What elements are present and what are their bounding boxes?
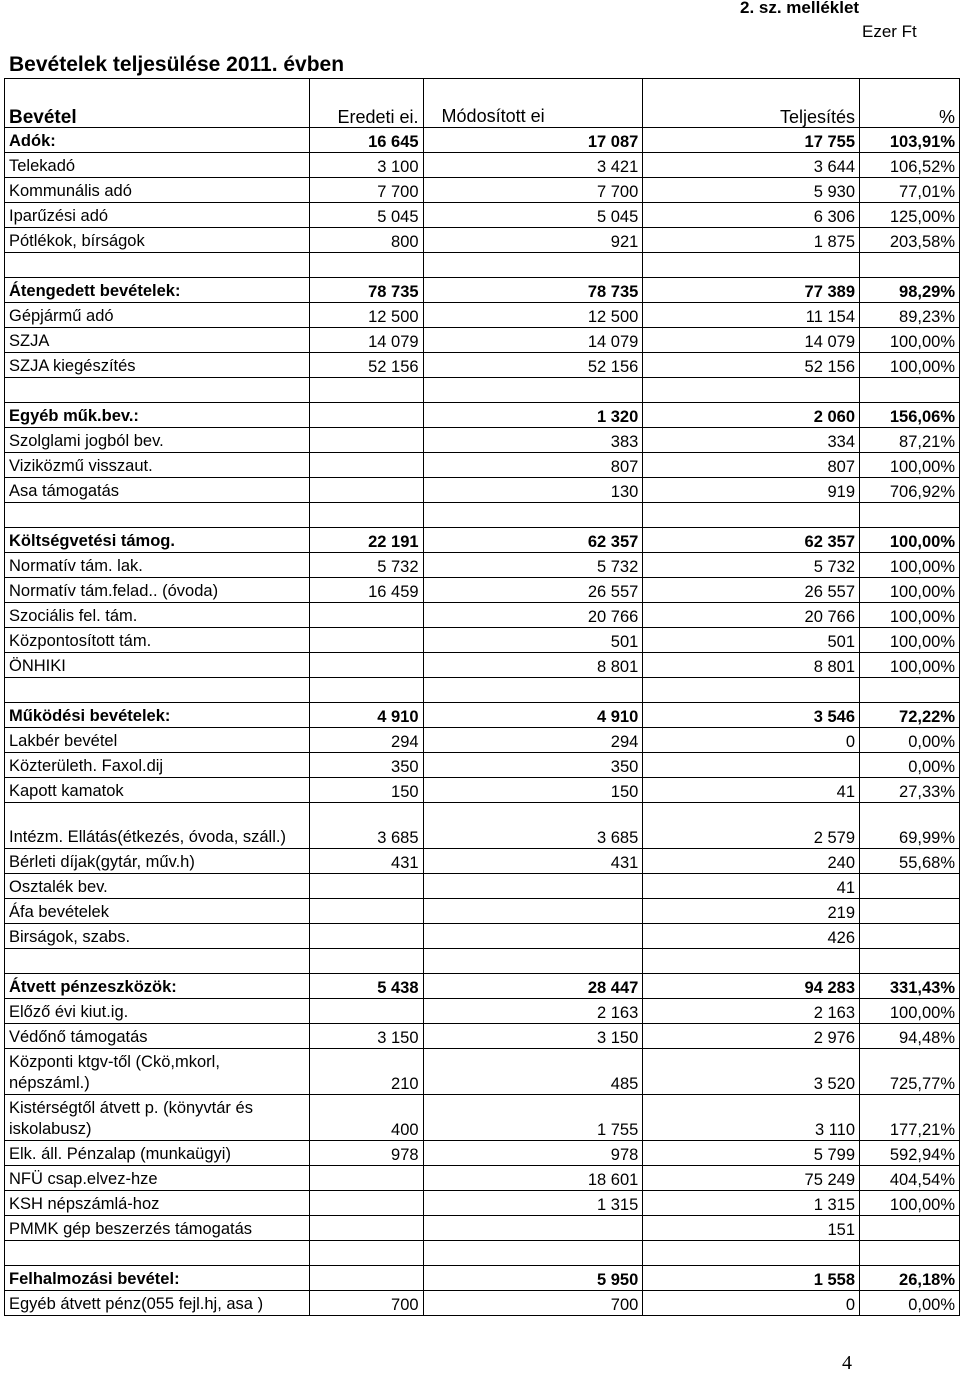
- original-value: 4 910: [309, 703, 423, 728]
- percent-value: 706,92%: [860, 478, 960, 503]
- percent-value: 725,77%: [860, 1049, 960, 1095]
- percent-value: 0,00%: [860, 753, 960, 778]
- unit-label: Ezer Ft: [862, 22, 917, 41]
- table-row: [5, 178, 960, 203]
- fulfilment-value: 8 801: [643, 653, 860, 678]
- table-row: [5, 1049, 960, 1095]
- modified-value: 130: [423, 478, 643, 503]
- modified-value: 501: [423, 628, 643, 653]
- fulfilment-value: 219: [643, 899, 860, 924]
- row-label: Elk. áll. Pénzalap (munkaügyi): [5, 1141, 310, 1166]
- table-row: [5, 803, 960, 849]
- row-label: Költségvetési támog.: [5, 528, 310, 553]
- fulfilment-value: 426: [643, 924, 860, 949]
- modified-value: 1 755: [423, 1095, 643, 1141]
- modified-value: 8 801: [423, 653, 643, 678]
- original-value: 294: [309, 728, 423, 753]
- fulfilment-value: 3 110: [643, 1095, 860, 1141]
- fulfilment-value: 62 357: [643, 528, 860, 553]
- row-label: Egyéb átvett pénz(055 fejl.hj, asa ): [5, 1291, 310, 1316]
- table-row: [5, 203, 960, 228]
- fulfilment-value: 240: [643, 849, 860, 874]
- row-label: Viziközmű visszaut.: [5, 453, 310, 478]
- empty-cell: [309, 678, 423, 703]
- original-value: [309, 628, 423, 653]
- modified-value: 28 447: [423, 974, 643, 999]
- table-row: [5, 778, 960, 803]
- row-label: Asa támogatás: [5, 478, 310, 503]
- percent-value: [860, 924, 960, 949]
- fulfilment-value: 1 558: [643, 1266, 860, 1291]
- percent-value: 89,23%: [860, 303, 960, 328]
- fulfilment-value: 20 766: [643, 603, 860, 628]
- table-row: [5, 1095, 960, 1141]
- percent-value: 100,00%: [860, 1191, 960, 1216]
- original-value: [309, 453, 423, 478]
- percent-value: 156,06%: [860, 403, 960, 428]
- empty-cell: [309, 253, 423, 278]
- original-value: [309, 603, 423, 628]
- original-value: [309, 1191, 423, 1216]
- empty-cell: [860, 378, 960, 403]
- original-value: 400: [309, 1095, 423, 1141]
- percent-value: 106,52%: [860, 153, 960, 178]
- row-label: Kistérségtől átvett p. (könyvtár és iskolabusz): [5, 1095, 310, 1141]
- table-group-row: [5, 1266, 960, 1291]
- fulfilment-value: 5 930: [643, 178, 860, 203]
- row-label: Működési bevételek:: [5, 703, 310, 728]
- row-label: Normatív tám. lak.: [5, 553, 310, 578]
- table-group-row: [5, 128, 960, 153]
- table-row: [5, 753, 960, 778]
- modified-value: 3 421: [423, 153, 643, 178]
- percent-value: 103,91%: [860, 128, 960, 153]
- fulfilment-value: 501: [643, 628, 860, 653]
- fulfilment-value: 2 579: [643, 803, 860, 849]
- row-label: PMMK gép beszerzés támogatás: [5, 1216, 310, 1241]
- percent-value: 26,18%: [860, 1266, 960, 1291]
- modified-value: 62 357: [423, 528, 643, 553]
- spacer-row: [5, 1241, 960, 1266]
- percent-value: 0,00%: [860, 1291, 960, 1316]
- fulfilment-value: 17 755: [643, 128, 860, 153]
- fulfilment-value: 11 154: [643, 303, 860, 328]
- original-value: 14 079: [309, 328, 423, 353]
- empty-cell: [423, 949, 643, 974]
- row-label: Gépjármű adó: [5, 303, 310, 328]
- table-group-row: [5, 403, 960, 428]
- modified-value: [423, 1216, 643, 1241]
- original-value: 210: [309, 1049, 423, 1095]
- modified-value: [423, 924, 643, 949]
- empty-cell: [423, 253, 643, 278]
- table-group-row: [5, 974, 960, 999]
- empty-cell: [643, 503, 860, 528]
- table-group-row: [5, 703, 960, 728]
- modified-value: 78 735: [423, 278, 643, 303]
- modified-value: 5 045: [423, 203, 643, 228]
- modified-value: 2 163: [423, 999, 643, 1024]
- fulfilment-value: 919: [643, 478, 860, 503]
- original-value: [309, 1166, 423, 1191]
- percent-value: 100,00%: [860, 653, 960, 678]
- modified-value: 5 732: [423, 553, 643, 578]
- modified-value: 3 685: [423, 803, 643, 849]
- table-row: [5, 874, 960, 899]
- original-value: 16 459: [309, 578, 423, 603]
- percent-value: 331,43%: [860, 974, 960, 999]
- percent-value: 203,58%: [860, 228, 960, 253]
- fulfilment-value: 3 644: [643, 153, 860, 178]
- empty-cell: [643, 949, 860, 974]
- row-label: Szociális fel. tám.: [5, 603, 310, 628]
- row-label: Osztalék bev.: [5, 874, 310, 899]
- percent-value: 55,68%: [860, 849, 960, 874]
- row-label: Közterületh. Faxol.dij: [5, 753, 310, 778]
- original-value: 431: [309, 849, 423, 874]
- row-label: Telekadó: [5, 153, 310, 178]
- fulfilment-value: 5 732: [643, 553, 860, 578]
- percent-value: 69,99%: [860, 803, 960, 849]
- empty-cell: [5, 253, 310, 278]
- empty-cell: [309, 949, 423, 974]
- fulfilment-value: 334: [643, 428, 860, 453]
- row-label: Pótlékok, bírságok: [5, 228, 310, 253]
- percent-value: 100,00%: [860, 453, 960, 478]
- column-header-modified: Módosított ei: [423, 79, 643, 128]
- original-value: 978: [309, 1141, 423, 1166]
- empty-cell: [5, 949, 310, 974]
- percent-value: 592,94%: [860, 1141, 960, 1166]
- empty-cell: [309, 1241, 423, 1266]
- empty-cell: [860, 678, 960, 703]
- table-row: [5, 1191, 960, 1216]
- original-value: 700: [309, 1291, 423, 1316]
- page-number: 4: [842, 1352, 852, 1374]
- table-row: [5, 553, 960, 578]
- fulfilment-value: [643, 753, 860, 778]
- table-row: [5, 353, 960, 378]
- modified-value: 150: [423, 778, 643, 803]
- modified-value: 485: [423, 1049, 643, 1095]
- row-label: Lakbér bevétel: [5, 728, 310, 753]
- percent-value: [860, 899, 960, 924]
- empty-cell: [643, 378, 860, 403]
- percent-value: 100,00%: [860, 353, 960, 378]
- original-value: 3 685: [309, 803, 423, 849]
- row-label: ÖNHIKI: [5, 653, 310, 678]
- modified-value: 7 700: [423, 178, 643, 203]
- row-label: SZJA kiegészítés: [5, 353, 310, 378]
- empty-cell: [643, 678, 860, 703]
- original-value: 16 645: [309, 128, 423, 153]
- empty-cell: [423, 678, 643, 703]
- original-value: 800: [309, 228, 423, 253]
- original-value: 22 191: [309, 528, 423, 553]
- table-group-row: [5, 528, 960, 553]
- fulfilment-value: 2 976: [643, 1024, 860, 1049]
- original-value: 5 045: [309, 203, 423, 228]
- modified-value: 1 320: [423, 403, 643, 428]
- modified-value: [423, 899, 643, 924]
- modified-value: 431: [423, 849, 643, 874]
- row-label: Szolglami jogból bev.: [5, 428, 310, 453]
- percent-value: 94,48%: [860, 1024, 960, 1049]
- row-label: Intézm. Ellátás(étkezés, óvoda, száll.): [5, 803, 310, 849]
- percent-value: 77,01%: [860, 178, 960, 203]
- empty-cell: [423, 1241, 643, 1266]
- percent-value: 100,00%: [860, 628, 960, 653]
- spacer-row: [5, 949, 960, 974]
- original-value: [309, 653, 423, 678]
- fulfilment-value: 0: [643, 728, 860, 753]
- spacer-row: [5, 253, 960, 278]
- original-value: 78 735: [309, 278, 423, 303]
- modified-value: 18 601: [423, 1166, 643, 1191]
- table-row: [5, 728, 960, 753]
- original-value: 7 700: [309, 178, 423, 203]
- original-value: 3 150: [309, 1024, 423, 1049]
- modified-value: 4 910: [423, 703, 643, 728]
- empty-cell: [643, 1241, 860, 1266]
- fulfilment-value: 14 079: [643, 328, 860, 353]
- original-value: 150: [309, 778, 423, 803]
- column-header-revenue: Bevétel: [5, 79, 310, 128]
- modified-value: 807: [423, 453, 643, 478]
- original-value: [309, 874, 423, 899]
- table-row: [5, 653, 960, 678]
- column-header-percent: %: [860, 79, 960, 128]
- original-value: 12 500: [309, 303, 423, 328]
- page-title: Bevételek teljesülése 2011. évben: [9, 53, 345, 76]
- original-value: [309, 1216, 423, 1241]
- percent-value: [860, 874, 960, 899]
- percent-value: 404,54%: [860, 1166, 960, 1191]
- empty-cell: [860, 503, 960, 528]
- spacer-row: [5, 503, 960, 528]
- table-row: [5, 303, 960, 328]
- original-value: [309, 403, 423, 428]
- fulfilment-value: 3 520: [643, 1049, 860, 1095]
- original-value: [309, 478, 423, 503]
- spacer-row: [5, 678, 960, 703]
- modified-value: 1 315: [423, 1191, 643, 1216]
- table-row: [5, 1291, 960, 1316]
- percent-value: 98,29%: [860, 278, 960, 303]
- percent-value: 100,00%: [860, 328, 960, 353]
- percent-value: 0,00%: [860, 728, 960, 753]
- original-value: 5 732: [309, 553, 423, 578]
- modified-value: 17 087: [423, 128, 643, 153]
- original-value: [309, 899, 423, 924]
- table-row: [5, 453, 960, 478]
- empty-cell: [643, 253, 860, 278]
- original-value: 5 438: [309, 974, 423, 999]
- fulfilment-value: 3 546: [643, 703, 860, 728]
- fulfilment-value: 26 557: [643, 578, 860, 603]
- modified-value: [423, 874, 643, 899]
- original-value: [309, 428, 423, 453]
- percent-value: 27,33%: [860, 778, 960, 803]
- table-row: [5, 628, 960, 653]
- empty-cell: [860, 1241, 960, 1266]
- percent-value: 100,00%: [860, 578, 960, 603]
- row-label: Kapott kamatok: [5, 778, 310, 803]
- empty-cell: [860, 949, 960, 974]
- empty-cell: [5, 378, 310, 403]
- percent-value: 100,00%: [860, 553, 960, 578]
- empty-cell: [309, 378, 423, 403]
- empty-cell: [423, 378, 643, 403]
- table-row: [5, 899, 960, 924]
- table-row: [5, 1024, 960, 1049]
- modified-value: 12 500: [423, 303, 643, 328]
- annex-label: 2. sz. melléklet: [740, 0, 860, 17]
- table-body: [5, 128, 960, 1316]
- percent-value: 177,21%: [860, 1095, 960, 1141]
- row-label: Előző évi kiut.ig.: [5, 999, 310, 1024]
- row-label: Felhalmozási bevétel:: [5, 1266, 310, 1291]
- fulfilment-value: 41: [643, 874, 860, 899]
- row-label: NFÜ csap.elvez-hze: [5, 1166, 310, 1191]
- empty-cell: [5, 503, 310, 528]
- spacer-row: [5, 378, 960, 403]
- modified-value: 383: [423, 428, 643, 453]
- original-value: 3 100: [309, 153, 423, 178]
- column-header-original: Eredeti ei.: [309, 79, 423, 128]
- table-group-row: [5, 278, 960, 303]
- table-row: [5, 328, 960, 353]
- modified-value: 921: [423, 228, 643, 253]
- row-label: Központi ktgv-től (Ckö,mkorl, népszáml.): [5, 1049, 310, 1095]
- fulfilment-value: 1 315: [643, 1191, 860, 1216]
- table-row: [5, 578, 960, 603]
- fulfilment-value: 5 799: [643, 1141, 860, 1166]
- original-value: [309, 999, 423, 1024]
- table-header-row: [5, 79, 960, 128]
- fulfilment-value: 41: [643, 778, 860, 803]
- modified-value: 20 766: [423, 603, 643, 628]
- modified-value: 14 079: [423, 328, 643, 353]
- table-row: [5, 1141, 960, 1166]
- original-value: [309, 1266, 423, 1291]
- fulfilment-value: 6 306: [643, 203, 860, 228]
- fulfilment-value: 2 163: [643, 999, 860, 1024]
- percent-value: [860, 1216, 960, 1241]
- row-label: Kommunális adó: [5, 178, 310, 203]
- row-label: Átvett pénzeszközök:: [5, 974, 310, 999]
- modified-value: 26 557: [423, 578, 643, 603]
- row-label: Birságok, szabs.: [5, 924, 310, 949]
- modified-value: 978: [423, 1141, 643, 1166]
- row-label: Egyéb műk.bev.:: [5, 403, 310, 428]
- table-row: [5, 849, 960, 874]
- row-label: Bérleti díjak(gytár, műv.h): [5, 849, 310, 874]
- row-label: KSH népszámlá-hoz: [5, 1191, 310, 1216]
- table-row: [5, 999, 960, 1024]
- original-value: 52 156: [309, 353, 423, 378]
- percent-value: 72,22%: [860, 703, 960, 728]
- empty-cell: [5, 678, 310, 703]
- fulfilment-value: 2 060: [643, 403, 860, 428]
- empty-cell: [309, 503, 423, 528]
- table-row: [5, 228, 960, 253]
- fulfilment-value: 1 875: [643, 228, 860, 253]
- row-label: Normatív tám.felad.. (óvoda): [5, 578, 310, 603]
- percent-value: 125,00%: [860, 203, 960, 228]
- original-value: [309, 924, 423, 949]
- fulfilment-value: 151: [643, 1216, 860, 1241]
- percent-value: 100,00%: [860, 603, 960, 628]
- table-row: [5, 153, 960, 178]
- percent-value: 100,00%: [860, 999, 960, 1024]
- fulfilment-value: 94 283: [643, 974, 860, 999]
- revenue-table: [4, 78, 960, 1316]
- modified-value: 3 150: [423, 1024, 643, 1049]
- table-row: [5, 603, 960, 628]
- fulfilment-value: 807: [643, 453, 860, 478]
- empty-cell: [860, 253, 960, 278]
- table-row: [5, 478, 960, 503]
- empty-cell: [5, 1241, 310, 1266]
- fulfilment-value: 75 249: [643, 1166, 860, 1191]
- modified-value: 294: [423, 728, 643, 753]
- percent-value: 100,00%: [860, 528, 960, 553]
- row-label: Áfa bevételek: [5, 899, 310, 924]
- row-label: Iparűzési adó: [5, 203, 310, 228]
- table-row: [5, 1216, 960, 1241]
- fulfilment-value: 52 156: [643, 353, 860, 378]
- modified-value: 700: [423, 1291, 643, 1316]
- empty-cell: [423, 503, 643, 528]
- row-label: Központosított tám.: [5, 628, 310, 653]
- original-value: 350: [309, 753, 423, 778]
- modified-value: 52 156: [423, 353, 643, 378]
- row-label: Átengedett bevételek:: [5, 278, 310, 303]
- table-row: [5, 428, 960, 453]
- table-row: [5, 1166, 960, 1191]
- percent-value: 87,21%: [860, 428, 960, 453]
- modified-value: 5 950: [423, 1266, 643, 1291]
- modified-value: 350: [423, 753, 643, 778]
- row-label: SZJA: [5, 328, 310, 353]
- row-label: Adók:: [5, 128, 310, 153]
- fulfilment-value: 0: [643, 1291, 860, 1316]
- column-header-fulfilment: Teljesítés: [643, 79, 860, 128]
- row-label: Védőnő támogatás: [5, 1024, 310, 1049]
- table-row: [5, 924, 960, 949]
- fulfilment-value: 77 389: [643, 278, 860, 303]
